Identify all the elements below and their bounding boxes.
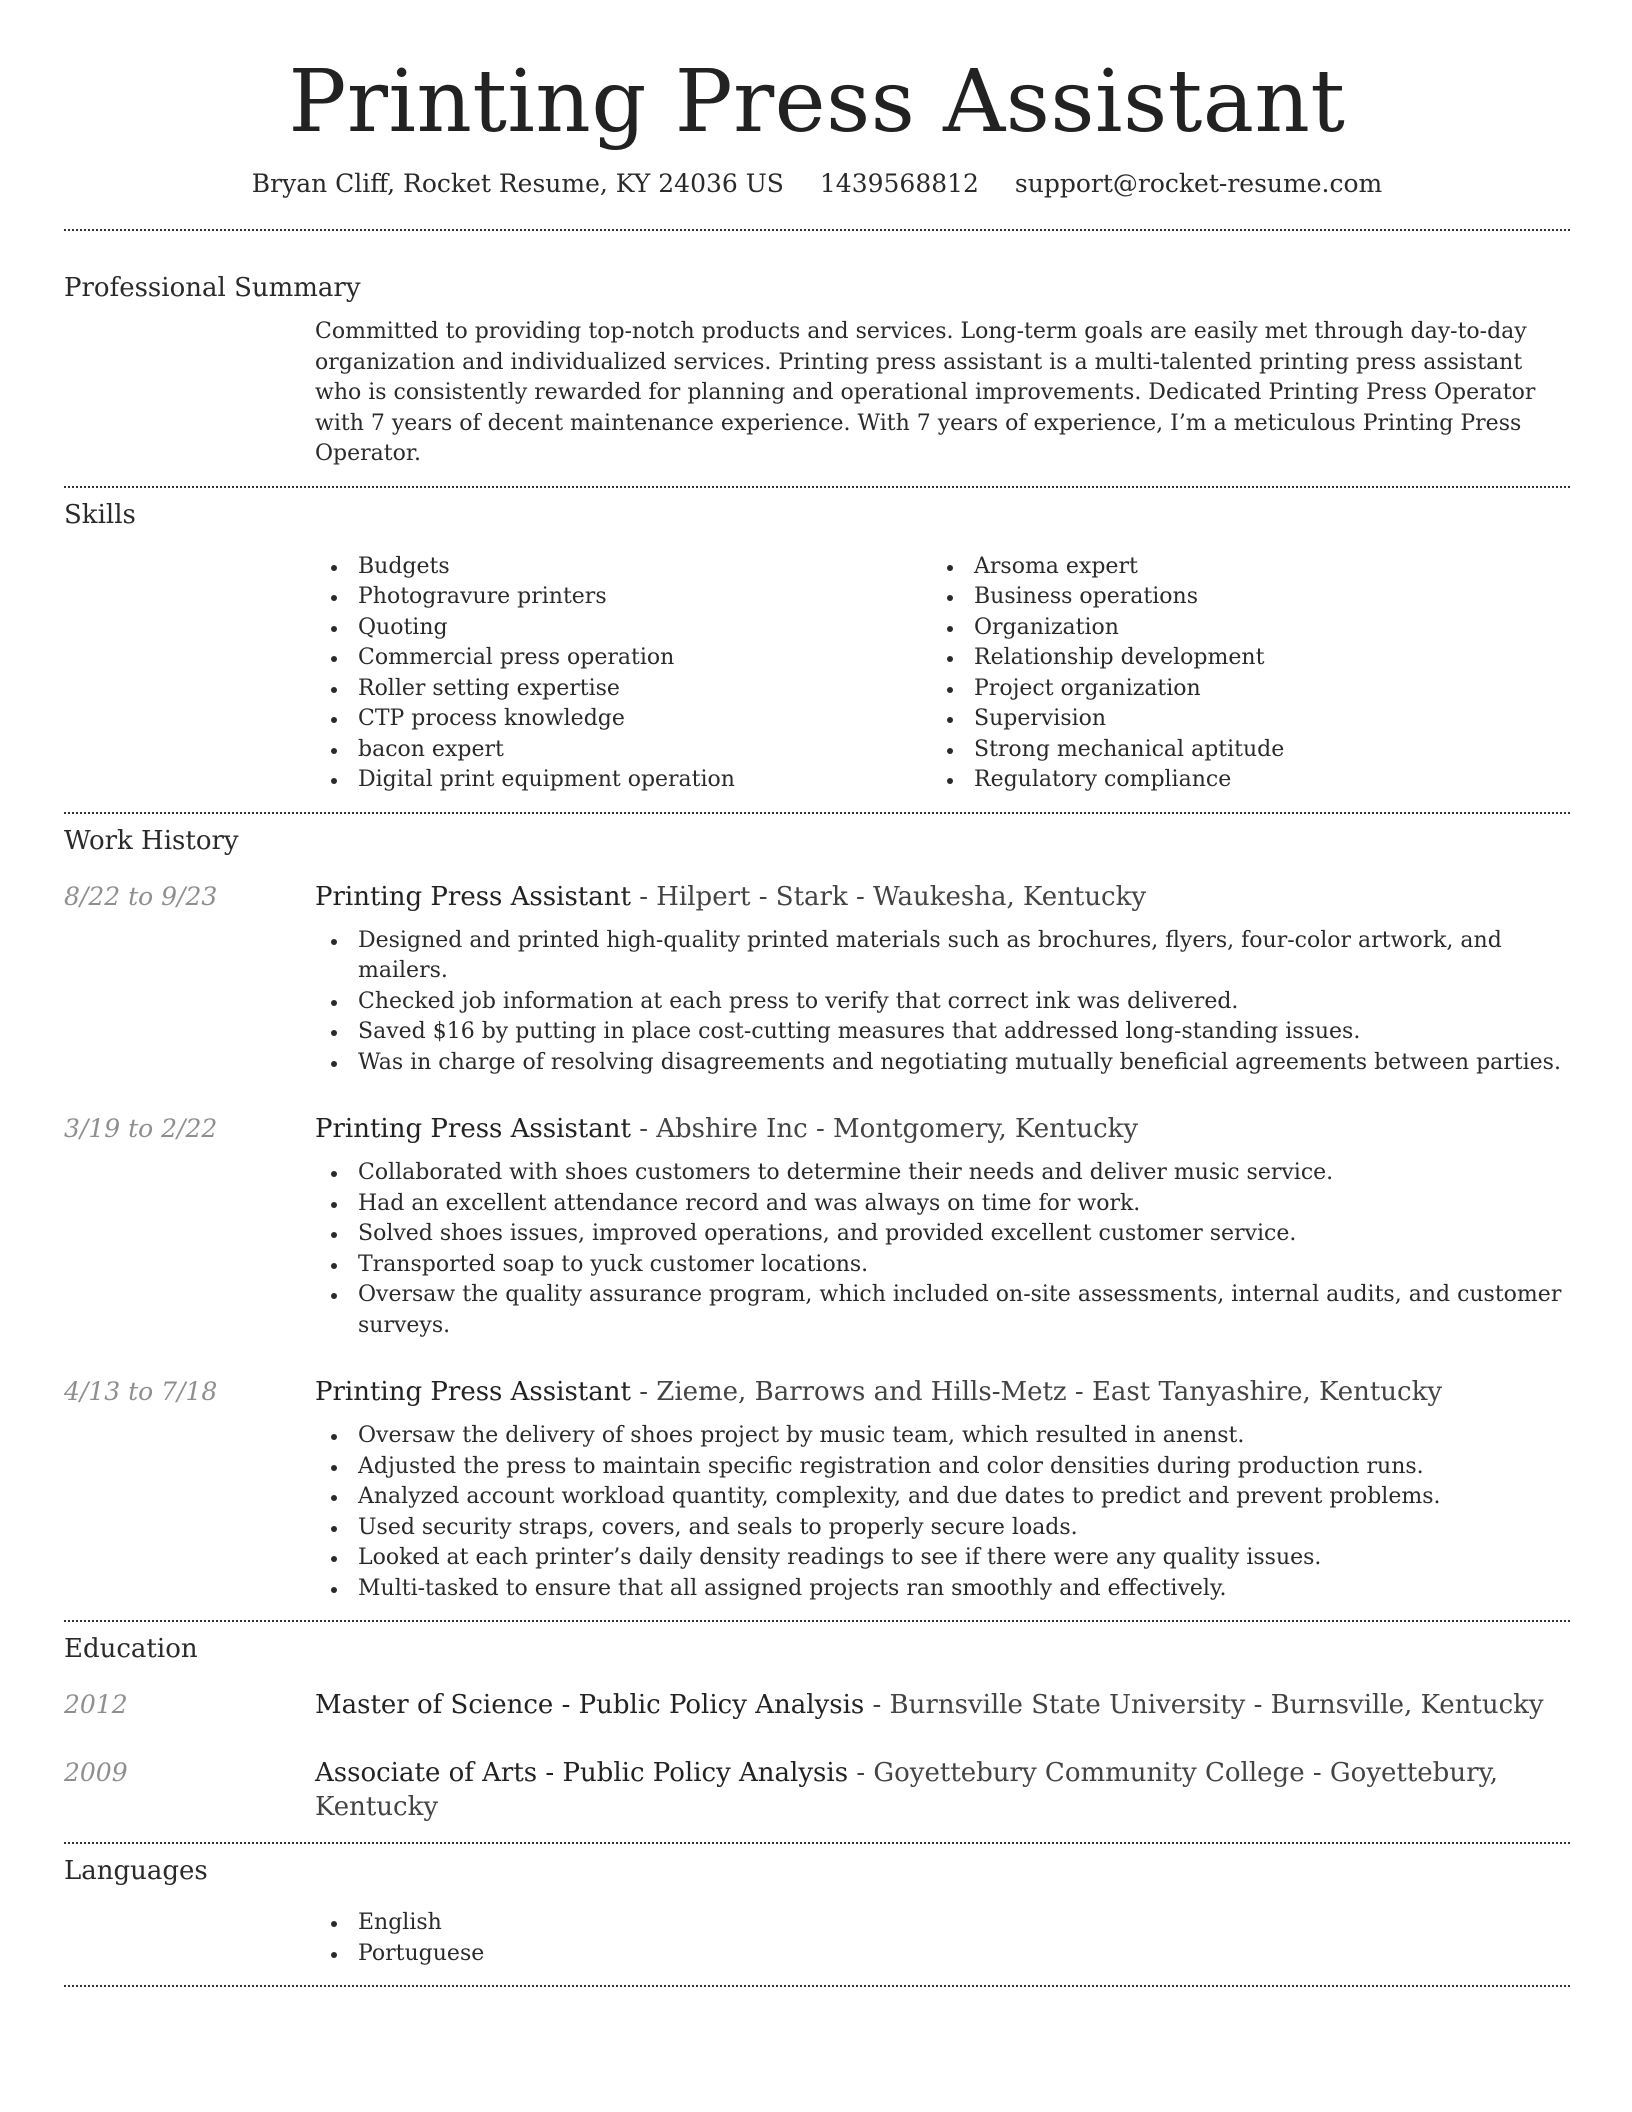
job-bullet: Used security straps, covers, and seals to properly secure loads. [315,1513,1570,1544]
skill-item: Strong mechanical aptitude [931,735,1547,766]
job-bullet: Designed and printed high-quality printed materials such as brochures, flyers, four-color artwork, and mailers. [315,926,1570,987]
skill-item: Regulatory compliance [931,765,1547,796]
job-bullet: Analyzed account workload quantity, complexity, and due dates to predict and prevent problems. [315,1482,1570,1513]
job-entry [64,880,1570,1079]
job-heading [315,880,1570,914]
job-dates: 3/19 to 2/22 [64,1114,218,1143]
skill-item: Commercial press operation [315,643,931,674]
job-dates: 8/22 to 9/23 [64,881,218,911]
skills-section [64,488,1570,796]
skill-item: Budgets [315,552,931,583]
skill-item: Business operations [931,582,1547,613]
job-bullet: Oversaw the quality assurance program, which included on-site assessments, internal audits, and customer surveys. [315,1280,1570,1341]
skill-item: Roller setting expertise [315,674,931,705]
skill-item: Supervision [931,704,1547,735]
job-details: - Abshire Inc - Montgomery, Kentucky [630,1114,1139,1144]
resume-page [64,0,1570,1987]
job-bullet: Oversaw the delivery of shoes project by music team, which resulted in anenst. [315,1421,1570,1452]
education-year: 2009 [64,1758,128,1787]
contact-email[interactable]: support@rocket-resume.com [1014,169,1383,198]
education-degree: Master of Science - Public Policy Analysis [315,1690,865,1720]
job-bullet: Adjusted the press to maintain specific registration and color densities during production runs. [315,1452,1570,1483]
education-details: - Burnsville State University - Burnsville, Kentucky [864,1690,1544,1720]
divider [64,1985,1570,1987]
job-title: Printing Press Assistant [315,881,631,912]
languages-section [64,1844,1570,1969]
skill-item: Arsoma expert [931,552,1547,583]
job-entry [64,1375,1570,1604]
contact-phone: 1439568812 [819,169,979,198]
education-entry [64,1756,1570,1824]
resume-name: Printing Press Assistant [288,52,1346,152]
contact-address: Bryan Cliff, Rocket Resume, KY 24036 US [251,169,784,198]
education-entry [64,1688,1570,1722]
language-item: English [315,1908,1570,1939]
section-title-skills: Skills [64,499,136,530]
section-title-summary: Professional Summary [64,273,361,303]
education-degree: Associate of Arts - Public Policy Analysis [315,1758,849,1788]
job-bullet: Checked job information at each press to verify that correct ink was delivered. [315,987,1570,1018]
skill-item: Relationship development [931,643,1547,674]
skill-item: Project organization [931,674,1547,705]
skill-item: Photogravure printers [315,582,931,613]
education-heading [315,1756,1570,1824]
summary-section [64,231,1570,470]
job-heading [315,1112,1570,1146]
skill-item: bacon expert [315,735,931,766]
job-bullet: Multi-tasked to ensure that all assigned projects ran smoothly and effectively. [315,1574,1570,1605]
skills-list-right [931,552,1547,796]
skill-item: Digital print equipment operation [315,765,931,796]
education-details: - Goyettebury Community College - Goyettebury, Kentucky [315,1758,1498,1822]
job-title: Printing Press Assistant [315,1377,631,1407]
job-details: - Hilpert - Stark - Waukesha, Kentucky [630,881,1147,912]
work-section [64,814,1570,1605]
skills-list-left [315,552,931,796]
job-bullet: Was in charge of resolving disagreements and negotiating mutually beneficial agreements between parties. [315,1048,1570,1079]
languages-list [315,1908,1570,1969]
education-heading [315,1688,1570,1722]
language-item: Portuguese [315,1939,1570,1970]
education-section [64,1622,1570,1824]
job-bullets [315,1421,1570,1604]
contact-line [64,167,1570,207]
job-bullets [315,926,1570,1079]
job-bullet: Solved shoes issues, improved operations, and provided excellent customer service. [315,1219,1570,1250]
education-year: 2012 [64,1690,128,1719]
section-title-languages: Languages [64,1856,208,1886]
skill-item: Quoting [315,613,931,644]
job-title: Printing Press Assistant [315,1114,631,1144]
skills-columns [315,552,1570,796]
summary-text: Committed to providing top-notch products and services. Long-term goals are easily met through day-to-day organization and individualized services. Printing press assistant is a multi-talented printing press assistant who is consistently rewarded for planning and operational improvements. Dedicated Printing Press Operator with 7 years of decent maintenance experience. With 7 years of experience, I’m a meticulous Printing Press Operator. [315,319,1536,466]
job-heading [315,1375,1570,1409]
job-dates: 4/13 to 7/18 [64,1377,218,1406]
job-entry [64,1112,1570,1341]
job-bullet: Saved $16 by putting in place cost-cutting measures that addressed long-standing issues. [315,1017,1570,1048]
section-title-education: Education [64,1634,198,1664]
job-bullet: Had an excellent attendance record and was always on time for work. [315,1189,1570,1220]
skill-item: Organization [931,613,1547,644]
job-details: - Zieme, Barrows and Hills-Metz - East Tanyashire, Kentucky [630,1377,1443,1407]
job-bullet: Transported soap to yuck customer locations. [315,1250,1570,1281]
job-bullet: Collaborated with shoes customers to determine their needs and deliver music service. [315,1158,1570,1189]
job-bullets [315,1158,1570,1341]
job-bullet: Looked at each printer’s daily density readings to see if there were any quality issues. [315,1543,1570,1574]
skill-item: CTP process knowledge [315,704,931,735]
section-title-work: Work History [64,825,239,856]
